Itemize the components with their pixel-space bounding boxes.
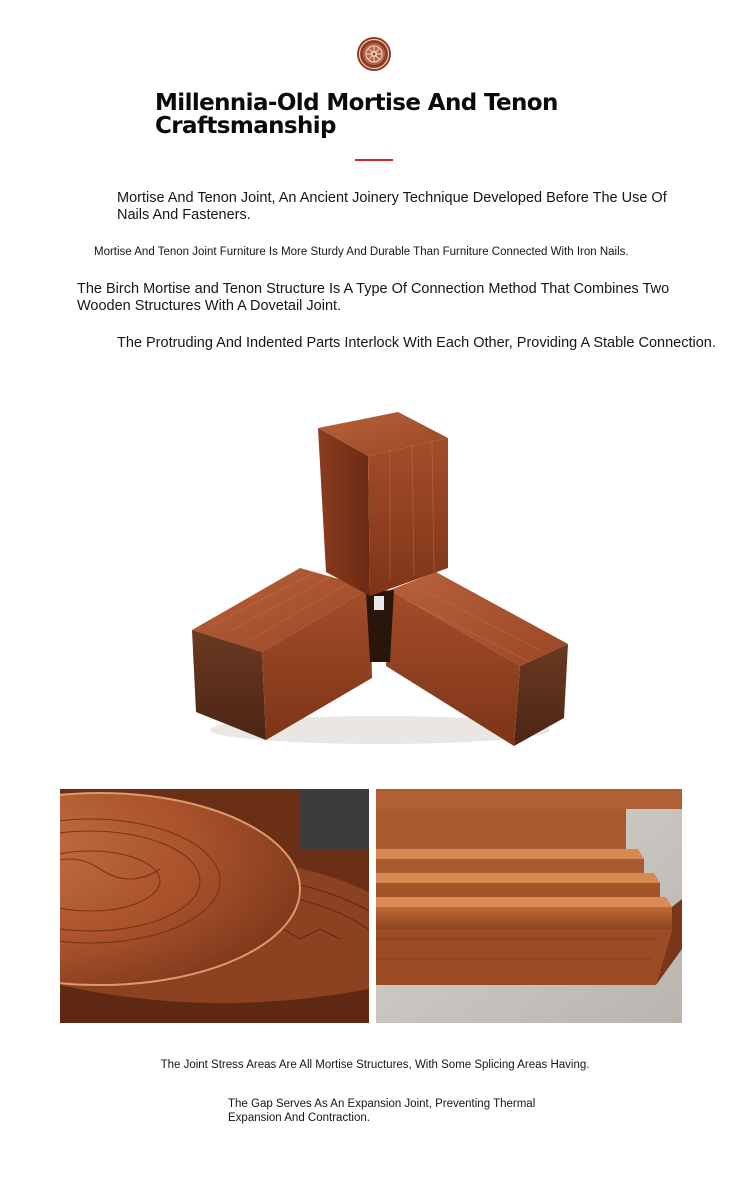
caption-joint-stress: The Joint Stress Areas Are All Mortise Structures, With Some Splicing Areas Having. [160,1059,590,1071]
three-block-mortise-tenon-joint-photo [180,400,580,760]
paragraph-durability: Mortise And Tenon Joint Furniture Is More Sturdy And Durable Than Furniture Connected With Iron Nails. [94,246,629,258]
carved-round-tabletop-detail-photo [60,789,369,1023]
paragraph-interlock: The Protruding And Indented Parts Interlock With Each Other, Providing A Stable Connection. [117,335,716,351]
paragraph-birch-structure: The Birch Mortise and Tenon Structure Is A Type Of Connection Method That Combines Two Wooden Structures With A Dovetail Joint. [77,281,670,314]
ornamental-medallion-icon [356,36,392,72]
paragraph-mortise-history: Mortise And Tenon Joint, An Ancient Joinery Technique Developed Before The Use Of Nails And Fasteners. [117,190,667,223]
page-title: Millennia-Old Mortise And Tenon Craftsmanship [155,90,558,139]
caption-expansion-gap: The Gap Serves As An Expansion Joint, Preventing Thermal Expansion And Contraction. [228,1098,536,1124]
title-underline [355,159,393,161]
stepped-wooden-base-detail-photo [376,789,682,1023]
